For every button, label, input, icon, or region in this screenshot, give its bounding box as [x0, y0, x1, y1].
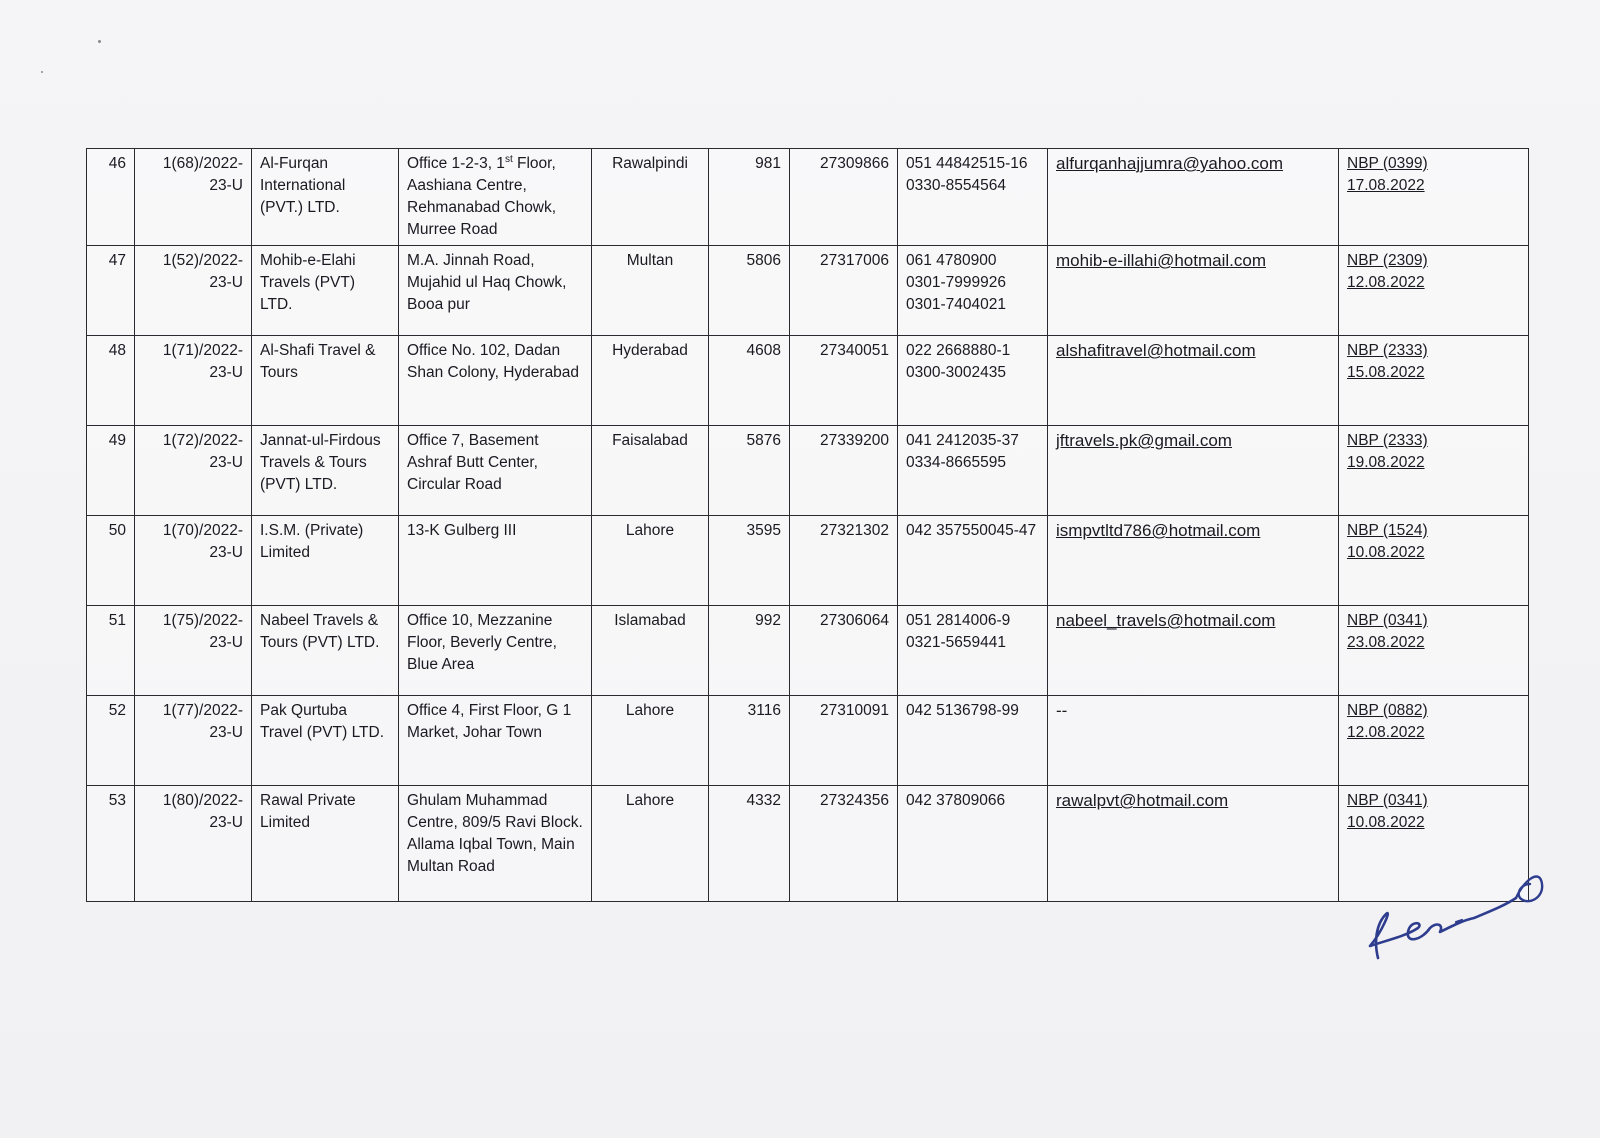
bank-cell	[1339, 696, 1529, 786]
company-name-cell	[252, 516, 399, 606]
code-cell	[709, 786, 790, 902]
company-name-cell	[252, 149, 399, 246]
bank-branch: NBP (2309)	[1347, 252, 1428, 269]
registration-number-cell	[790, 336, 898, 426]
code-number: 992	[755, 612, 781, 629]
city-cell	[592, 696, 709, 786]
serial-number: 46	[108, 155, 126, 172]
code-cell	[709, 426, 790, 516]
email-cell	[1048, 696, 1339, 786]
bank-branch: NBP (0341)	[1347, 612, 1428, 629]
table-row	[87, 786, 1529, 902]
email-cell	[1048, 149, 1339, 246]
address-cell	[399, 246, 592, 336]
company-name: I.S.M. (Private) Limited	[260, 522, 364, 561]
code-cell	[709, 149, 790, 246]
company-name-cell	[252, 786, 399, 902]
bank-branch: NBP (0399)	[1347, 155, 1428, 172]
city-cell	[592, 516, 709, 606]
email-link[interactable]: rawalpvt@hotmail.com	[1056, 791, 1229, 810]
file-number: 1(70)/2022-23-U	[162, 522, 243, 561]
file-number-cell	[135, 786, 252, 902]
bank-cell	[1339, 516, 1529, 606]
code-number: 5876	[746, 432, 781, 449]
email-link[interactable]: jftravels.pk@gmail.com	[1056, 431, 1232, 450]
phone-cell	[898, 149, 1048, 246]
serial-number-cell	[87, 516, 135, 606]
registration-number: 27317006	[820, 252, 889, 269]
bank-branch: NBP (2333)	[1347, 432, 1428, 449]
phone-cell	[898, 516, 1048, 606]
file-number: 1(72)/2022-23-U	[162, 432, 243, 471]
code-cell	[709, 336, 790, 426]
file-number-cell	[135, 426, 252, 516]
email-link[interactable]: alfurqanhajjumra@yahoo.com	[1056, 154, 1284, 173]
company-name-cell	[252, 336, 399, 426]
email-cell	[1048, 246, 1339, 336]
file-number-cell	[135, 606, 252, 696]
code-cell	[709, 696, 790, 786]
phone-cell	[898, 696, 1048, 786]
address: Office 10, Mezzanine Floor, Beverly Centre, Blue Area	[407, 612, 557, 673]
email-cell	[1048, 336, 1339, 426]
company-name-cell	[252, 426, 399, 516]
address-part: Office 1-2-3, 1	[407, 155, 505, 172]
city-cell	[592, 426, 709, 516]
phone-number: 0334-8665595	[906, 454, 1006, 471]
registration-number-cell	[790, 606, 898, 696]
scan-speck	[41, 71, 43, 73]
address: 13-K Gulberg III	[407, 522, 517, 539]
company-name: Al-Furqan International (PVT.) LTD.	[260, 155, 346, 216]
scan-speck	[98, 40, 101, 43]
registration-table	[86, 148, 1529, 902]
email-cell	[1048, 606, 1339, 696]
file-number: 1(77)/2022-23-U	[162, 702, 243, 741]
registration-number: 27321302	[820, 522, 889, 539]
email-link[interactable]: nabeel_travels@hotmail.com	[1056, 611, 1276, 630]
table-row	[87, 149, 1529, 246]
bank-cell	[1339, 336, 1529, 426]
city-cell	[592, 606, 709, 696]
deposit-date: 10.08.2022	[1347, 814, 1425, 831]
phone-number: 042 37809066	[906, 792, 1006, 809]
address-part: Floor, Aashiana Centre, Rehmanabad Chowk, Murree Road	[407, 155, 557, 238]
file-number: 1(80)/2022-23-U	[162, 792, 243, 831]
phone-cell	[898, 606, 1048, 696]
company-name: Al-Shafi Travel & Tours	[260, 342, 376, 381]
phone-number: 051 44842515-16	[906, 155, 1028, 172]
serial-number: 48	[108, 342, 126, 359]
table-row	[87, 516, 1529, 606]
deposit-date: 23.08.2022	[1347, 634, 1425, 651]
table-row	[87, 336, 1529, 426]
email-cell	[1048, 426, 1339, 516]
company-name: Mohib-e-Elahi Travels (PVT) LTD.	[260, 252, 356, 313]
code-number: 3595	[746, 522, 781, 539]
address-cell	[399, 336, 592, 426]
phone-number: 0301-7404021	[906, 296, 1006, 313]
address: M.A. Jinnah Road, Mujahid ul Haq Chowk, Booa pur	[407, 252, 567, 313]
bank-cell	[1339, 246, 1529, 336]
registration-number-cell	[790, 786, 898, 902]
registration-number-cell	[790, 516, 898, 606]
file-number: 1(52)/2022-23-U	[162, 252, 243, 291]
city-cell	[592, 149, 709, 246]
city: Multan	[626, 252, 674, 269]
serial-number-cell	[87, 606, 135, 696]
registration-number-cell	[790, 696, 898, 786]
company-name-cell	[252, 246, 399, 336]
city: Hyderabad	[612, 342, 688, 359]
registration-number: 27310091	[820, 702, 889, 719]
address-superscript: st	[504, 153, 513, 165]
table-row	[87, 426, 1529, 516]
serial-number-cell	[87, 336, 135, 426]
table-row	[87, 606, 1529, 696]
address-cell	[399, 149, 592, 246]
city: Lahore	[625, 792, 675, 809]
phone-cell	[898, 426, 1048, 516]
code-number: 4332	[746, 792, 781, 809]
bank-cell	[1339, 606, 1529, 696]
bank-branch: NBP (1524)	[1347, 522, 1428, 539]
table-body	[87, 149, 1529, 902]
file-number: 1(71)/2022-23-U	[162, 342, 243, 381]
company-name-cell	[252, 606, 399, 696]
city-cell	[592, 336, 709, 426]
code-number: 4608	[746, 342, 781, 359]
city-cell	[592, 246, 709, 336]
file-number: 1(68)/2022-23-U	[162, 155, 243, 194]
bank-branch: NBP (2333)	[1347, 342, 1428, 359]
registration-number-cell	[790, 149, 898, 246]
serial-number-cell	[87, 426, 135, 516]
phone-number: 022 2668880-1	[906, 342, 1011, 359]
file-number-cell	[135, 696, 252, 786]
serial-number: 49	[108, 432, 126, 449]
code-number: 5806	[746, 252, 781, 269]
serial-number: 52	[108, 702, 126, 719]
address-cell	[399, 516, 592, 606]
registration-number: 27309866	[820, 155, 889, 172]
email-link[interactable]: mohib-e-illahi@hotmail.com	[1056, 251, 1266, 270]
city: Islamabad	[614, 612, 686, 629]
address: Office 4, First Floor, G 1 Market, Johar Town	[407, 702, 572, 741]
registration-number: 27340051	[820, 342, 889, 359]
serial-number: 51	[108, 612, 126, 629]
company-name-cell	[252, 696, 399, 786]
file-number-cell	[135, 516, 252, 606]
city: Rawalpindi	[612, 155, 688, 172]
serial-number-cell	[87, 149, 135, 246]
company-name: Jannat-ul-Firdous Travels & Tours (PVT) LTD.	[260, 432, 381, 493]
handwritten-signature	[1348, 862, 1558, 966]
file-number-cell	[135, 149, 252, 246]
city: Lahore	[625, 702, 675, 719]
bank-cell	[1339, 426, 1529, 516]
city: Faisalabad	[612, 432, 688, 449]
company-name: Rawal Private Limited	[260, 792, 356, 831]
phone-number: 0300-3002435	[906, 364, 1006, 381]
registration-number-cell	[790, 426, 898, 516]
table-row	[87, 246, 1529, 336]
phone-cell	[898, 786, 1048, 902]
phone-number: 051 2814006-9	[906, 612, 1011, 629]
phone-number: 0321-5659441	[906, 634, 1006, 651]
address-cell	[399, 426, 592, 516]
registration-number: 27306064	[820, 612, 889, 629]
phone-number: 0301-7999926	[906, 274, 1006, 291]
file-number-cell	[135, 246, 252, 336]
deposit-date: 12.08.2022	[1347, 274, 1425, 291]
phone-number: 042 357550045-47	[906, 522, 1037, 539]
serial-number: 47	[108, 252, 126, 269]
file-number: 1(75)/2022-23-U	[162, 612, 243, 651]
deposit-date: 19.08.2022	[1347, 454, 1425, 471]
serial-number-cell	[87, 246, 135, 336]
phone-number: 0330-8554564	[906, 177, 1006, 194]
file-number-cell	[135, 336, 252, 426]
code-cell	[709, 606, 790, 696]
email-placeholder: --	[1056, 701, 1068, 720]
registration-number: 27339200	[820, 432, 889, 449]
serial-number-cell	[87, 696, 135, 786]
phone-cell	[898, 336, 1048, 426]
code-number: 3116	[747, 702, 781, 719]
code-cell	[709, 246, 790, 336]
address: Ghulam Muhammad Centre, 809/5 Ravi Block. Allama Iqbal Town, Main Multan Road	[407, 792, 583, 875]
address-cell	[399, 606, 592, 696]
deposit-date: 12.08.2022	[1347, 724, 1425, 741]
city-cell	[592, 786, 709, 902]
city: Lahore	[625, 522, 675, 539]
bank-branch: NBP (0341)	[1347, 792, 1428, 809]
serial-number-cell	[87, 786, 135, 902]
phone-number: 061 4780900	[906, 252, 997, 269]
table-row	[87, 696, 1529, 786]
address-cell	[399, 696, 592, 786]
company-name: Nabeel Travels & Tours (PVT) LTD.	[260, 612, 380, 651]
email-link[interactable]: ismpvtltd786@hotmail.com	[1056, 521, 1261, 540]
phone-cell	[898, 246, 1048, 336]
bank-branch: NBP (0882)	[1347, 702, 1428, 719]
address: Office 7, Basement Ashraf Butt Center, Circular Road	[407, 432, 539, 493]
registration-number-cell	[790, 246, 898, 336]
serial-number: 50	[108, 522, 126, 539]
email-cell	[1048, 516, 1339, 606]
serial-number: 53	[108, 792, 126, 809]
code-cell	[709, 516, 790, 606]
code-number: 981	[755, 155, 781, 172]
deposit-date: 17.08.2022	[1347, 177, 1425, 194]
registration-number: 27324356	[820, 792, 889, 809]
company-name: Pak Qurtuba Travel (PVT) LTD.	[260, 702, 385, 741]
deposit-date: 10.08.2022	[1347, 544, 1425, 561]
phone-number: 041 2412035-37	[906, 432, 1019, 449]
phone-number: 042 5136798-99	[906, 702, 1019, 719]
email-link[interactable]: alshafitravel@hotmail.com	[1056, 341, 1256, 360]
email-cell	[1048, 786, 1339, 902]
deposit-date: 15.08.2022	[1347, 364, 1425, 381]
address-cell	[399, 786, 592, 902]
address: Office No. 102, Dadan Shan Colony, Hyderabad	[407, 342, 580, 381]
bank-cell	[1339, 149, 1529, 246]
